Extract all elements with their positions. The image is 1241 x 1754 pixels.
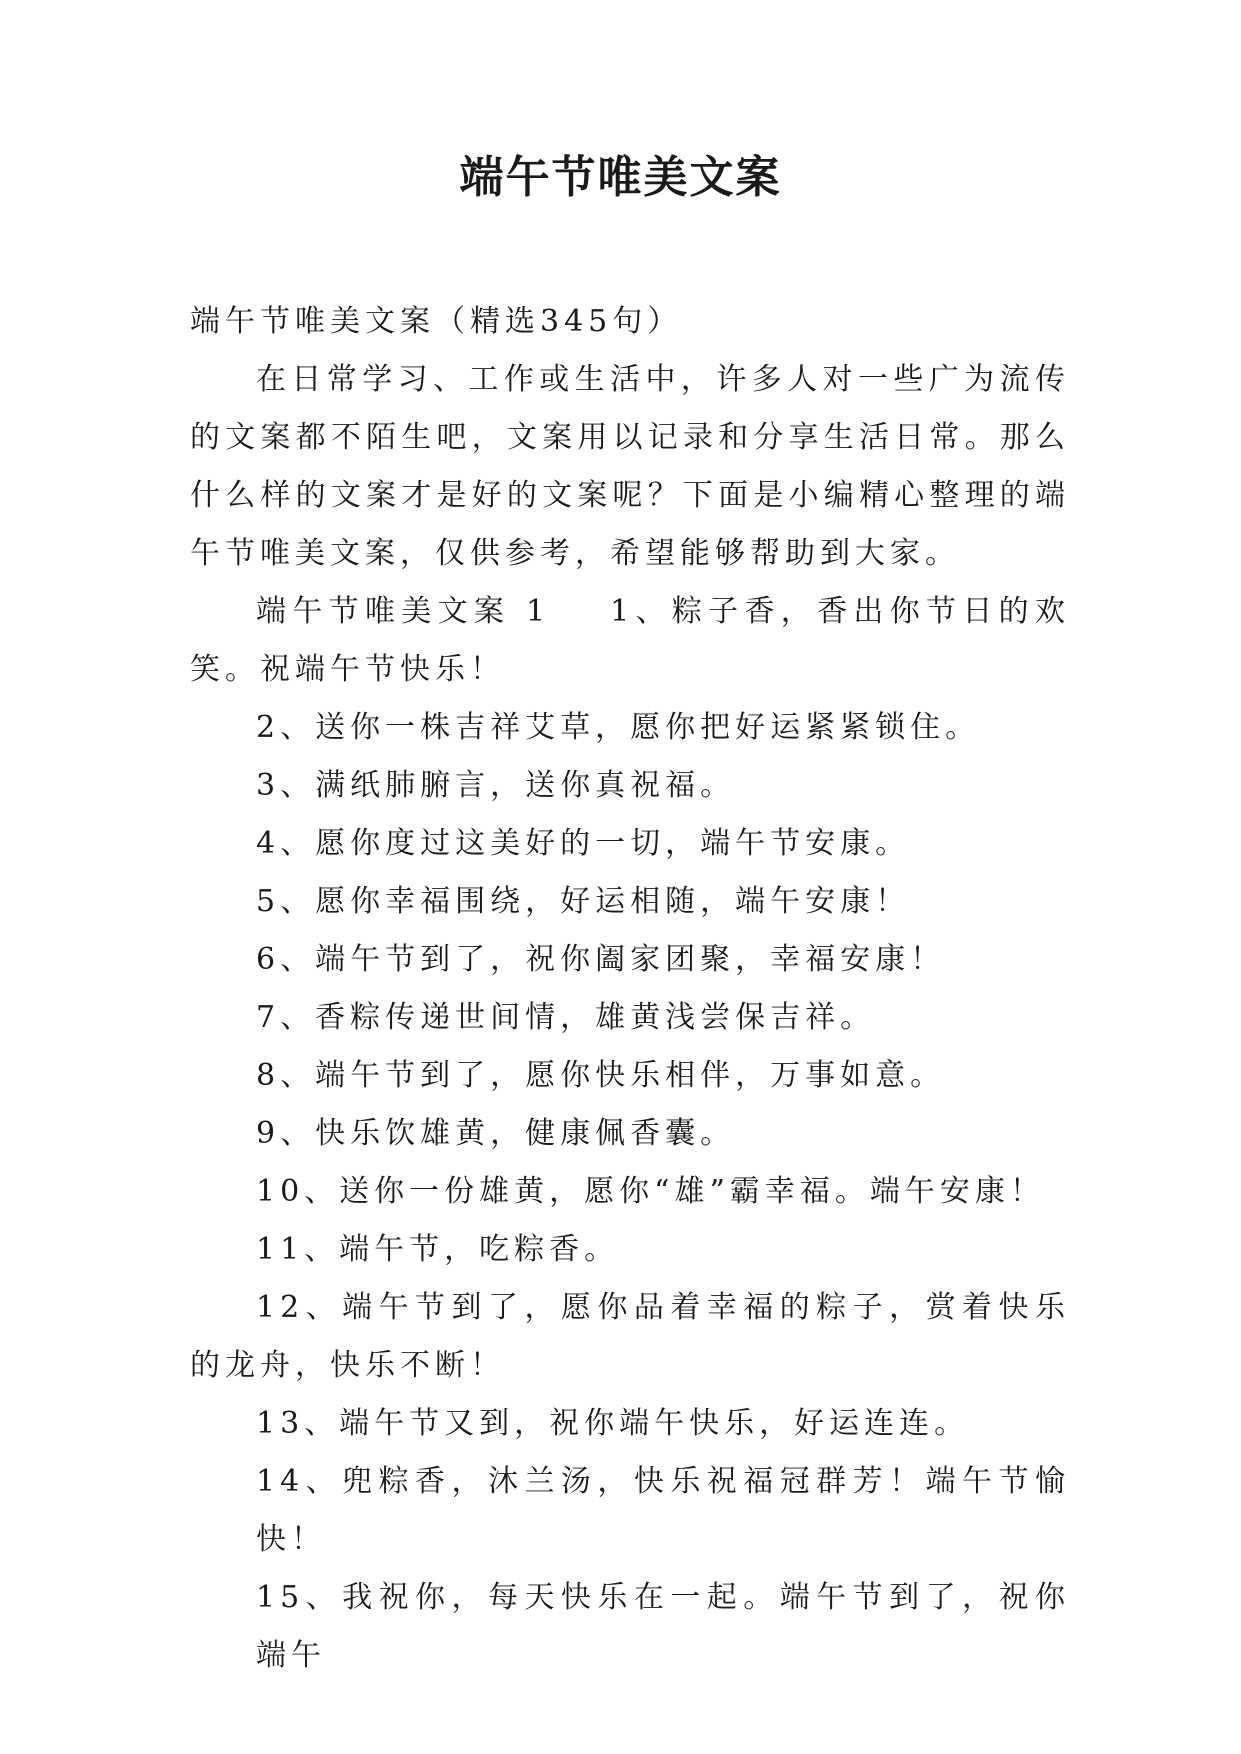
list-item: 9、快乐饮雄黄，健康佩香囊。 (256, 1116, 736, 1151)
document-body (190, 293, 1070, 1685)
list-item: 8、端午节到了，愿你快乐相伴，万事如意。 (256, 1058, 946, 1093)
list-item: 3、满纸肺腑言，送你真祝福。 (256, 768, 736, 803)
list-item: 11、端午节，吃粽香。 (256, 1232, 620, 1267)
list-item: 14、兜粽香，沐兰汤，快乐祝福冠群芳！端午节愉快！ (256, 1464, 1070, 1557)
list-item: 6、端午节到了，祝你阖家团聚，幸福安康！ (256, 942, 946, 977)
list-item: 2、送你一株吉祥艾草，愿你把好运紧紧锁住。 (256, 710, 981, 745)
list-item: 5、愿你幸福围绕，好运相随，端午安康！ (256, 884, 911, 919)
document-subtitle: 端午节唯美文案（精选345句） (190, 304, 683, 339)
section-heading: 端午节唯美文案 1 (256, 594, 551, 629)
list-item: 13、端午节又到，祝你端午快乐，好运连连。 (256, 1406, 970, 1441)
list-item: 4、愿你度过这美好的一切，端午节安康。 (256, 826, 911, 861)
section-first-line (190, 583, 1070, 699)
list-item: 7、香粽传递世间情，雄黄浅尝保吉祥。 (256, 1000, 876, 1035)
document-title: 端午节唯美文案 (459, 152, 782, 203)
intro-paragraph: 在日常学习、工作或生活中，许多人对一些广为流传的文案都不陌生吧，文案用以记录和分享生活日常。那么什么样的文案才是好的文案呢？下面是小编精心整理的端午节唯美文案，仅供参考，希望能够帮助到大家。 (190, 362, 1070, 571)
list-item: 1、粽子香，香出你节日的欢笑。祝端午节快乐！ (190, 594, 1070, 687)
list-item: 15、我祝你，每天快乐在一起。端午节到了，祝你端午 (256, 1580, 1070, 1673)
list-item: 10、送你一份雄黄，愿你“雄”霸幸福。端午安康！ (256, 1174, 1045, 1209)
list-item: 12、端午节到了，愿你品着幸福的粽子，赏着快乐的龙舟，快乐不断！ (190, 1290, 1070, 1383)
